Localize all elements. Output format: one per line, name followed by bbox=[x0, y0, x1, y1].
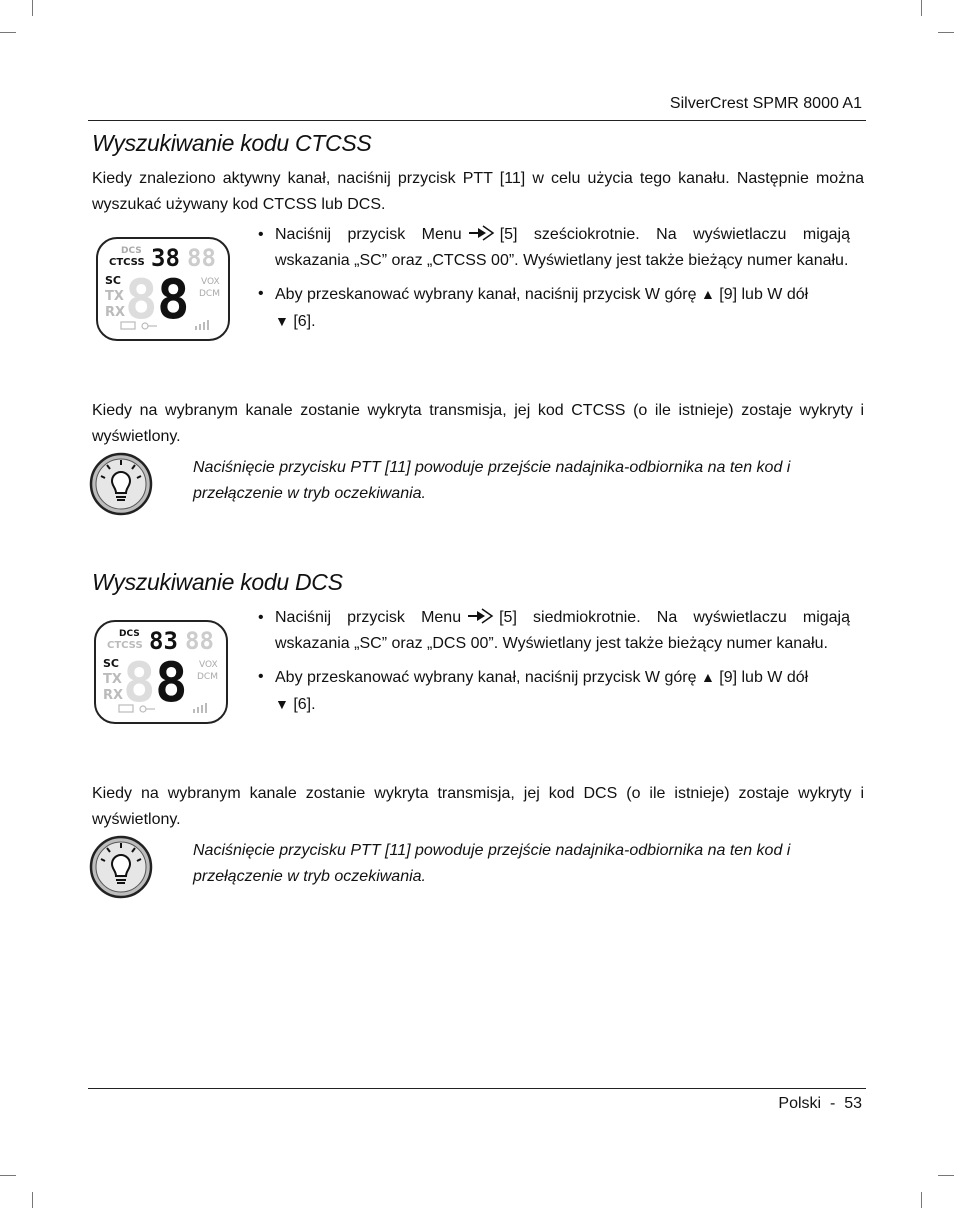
lcd-label-code: DCS bbox=[119, 629, 140, 639]
intro-paragraph: Kiedy znaleziono aktywny kanał, naciśnij przycisk PTT [11] w celu użycia tego kanału. Następnie można wyszukać używany kod CTCSS lub DCS. bbox=[92, 170, 864, 213]
crop-mark bbox=[921, 1192, 922, 1208]
section-heading-ctcss: Wyszukiwanie kodu CTCSS bbox=[92, 130, 372, 156]
lightbulb-icon bbox=[89, 835, 153, 899]
lcd-small-digits-dim: 88 bbox=[187, 244, 216, 272]
lcd-dcm-label: DCM bbox=[197, 672, 218, 682]
lcd-small-digits: 38 bbox=[151, 244, 180, 272]
tip-note: Naciśnięcie przycisku PTT [11] powoduje przejście nadajnika-odbiornika na ten kod i przełączenie w tryb oczekiwania. bbox=[193, 459, 791, 502]
crop-mark bbox=[0, 1175, 16, 1176]
tip-note: Naciśnięcie przycisku PTT [11] powoduje przejście nadajnika-odbiornika na ten kod i przełączenie w tryb oczekiwania. bbox=[193, 842, 791, 885]
footer-rule bbox=[88, 1088, 866, 1089]
steps-list-ctcss bbox=[258, 222, 850, 342]
lcd-rx-label: RX bbox=[105, 305, 126, 320]
lcd-big-digit: 8 bbox=[155, 651, 188, 714]
crop-mark bbox=[32, 0, 33, 16]
crop-mark bbox=[938, 32, 954, 33]
lcd-rx-label: RX bbox=[103, 688, 124, 703]
menu-arrow-icon bbox=[466, 224, 496, 242]
lcd-big-digit-dim: 8 bbox=[125, 268, 158, 331]
lcd-sc-label: SC bbox=[105, 274, 121, 287]
lcd-label-top: DCS bbox=[121, 246, 142, 256]
lcd-big-digit: 8 bbox=[157, 268, 190, 331]
lcd-label-code: CTCSS bbox=[109, 257, 145, 268]
section-heading-dcs: Wyszukiwanie kodu DCS bbox=[92, 569, 343, 595]
step-item: • Naciśnij przycisk Menu [5] sześciokrotnie. Na wyświetlaczu migają wskazania „SC” oraz „CTCSS 00”. Wyświetlany jest także bieżący numer kanału. bbox=[258, 222, 850, 274]
header-rule bbox=[88, 120, 866, 121]
crop-mark bbox=[921, 0, 922, 16]
crop-mark bbox=[32, 1192, 33, 1208]
lcd-tx-label: TX bbox=[103, 672, 122, 687]
lcd-signal-icon bbox=[193, 703, 207, 713]
lcd-tx-label: TX bbox=[105, 289, 124, 304]
detection-paragraph: Kiedy na wybranym kanale zostanie wykryta transmisja, jej kod CTCSS (o ile istnieje) zostaje wykryty i wyświetlony. bbox=[92, 402, 864, 445]
step-item: • Aby przeskanować wybrany kanał, naciśnij przycisk W górę ▲ [9] lub W dół ▼ [6]. bbox=[258, 664, 850, 718]
lcd-vox-label: VOX bbox=[201, 277, 220, 287]
running-header: SilverCrest SPMR 8000 A1 bbox=[669, 95, 862, 112]
step-item: • Aby przeskanować wybrany kanał, naciśnij przycisk W górę ▲ [9] lub W dół ▼ [6]. bbox=[258, 281, 850, 335]
lcd-signal-icon bbox=[195, 320, 209, 330]
step-item: • Naciśnij przycisk Menu [5] siedmiokrotnie. Na wyświetlaczu migają wskazania „SC” oraz „DCS 00”. Wyświetlany jest także bieżący numer kanału. bbox=[258, 605, 850, 657]
down-arrow-icon: ▼ bbox=[275, 313, 289, 329]
detection-paragraph: Kiedy na wybranym kanale zostanie wykryta transmisja, jej kod DCS (o ile istnieje) zostaje wykryty i wyświetlony. bbox=[92, 785, 864, 828]
lcd-sc-label: SC bbox=[103, 657, 119, 670]
down-arrow-icon: ▼ bbox=[275, 696, 289, 712]
up-arrow-icon: ▲ bbox=[700, 669, 715, 685]
lightbulb-icon bbox=[89, 452, 153, 516]
lcd-display-dcs bbox=[93, 619, 231, 727]
crop-mark bbox=[0, 32, 16, 33]
lcd-dcm-label: DCM bbox=[199, 289, 220, 299]
page-number: Polski - 53 bbox=[778, 1095, 862, 1112]
lcd-label-top: CTCSS bbox=[107, 640, 143, 651]
lcd-vox-label: VOX bbox=[199, 660, 218, 670]
lcd-small-digits: 83 bbox=[149, 627, 178, 655]
steps-list-dcs bbox=[258, 605, 850, 725]
menu-arrow-icon bbox=[465, 607, 495, 625]
lcd-display-ctcss bbox=[95, 236, 233, 344]
lcd-small-digits-dim: 88 bbox=[185, 627, 214, 655]
up-arrow-icon: ▲ bbox=[700, 286, 715, 302]
crop-mark bbox=[938, 1175, 954, 1176]
lcd-big-digit-dim: 8 bbox=[123, 651, 156, 714]
